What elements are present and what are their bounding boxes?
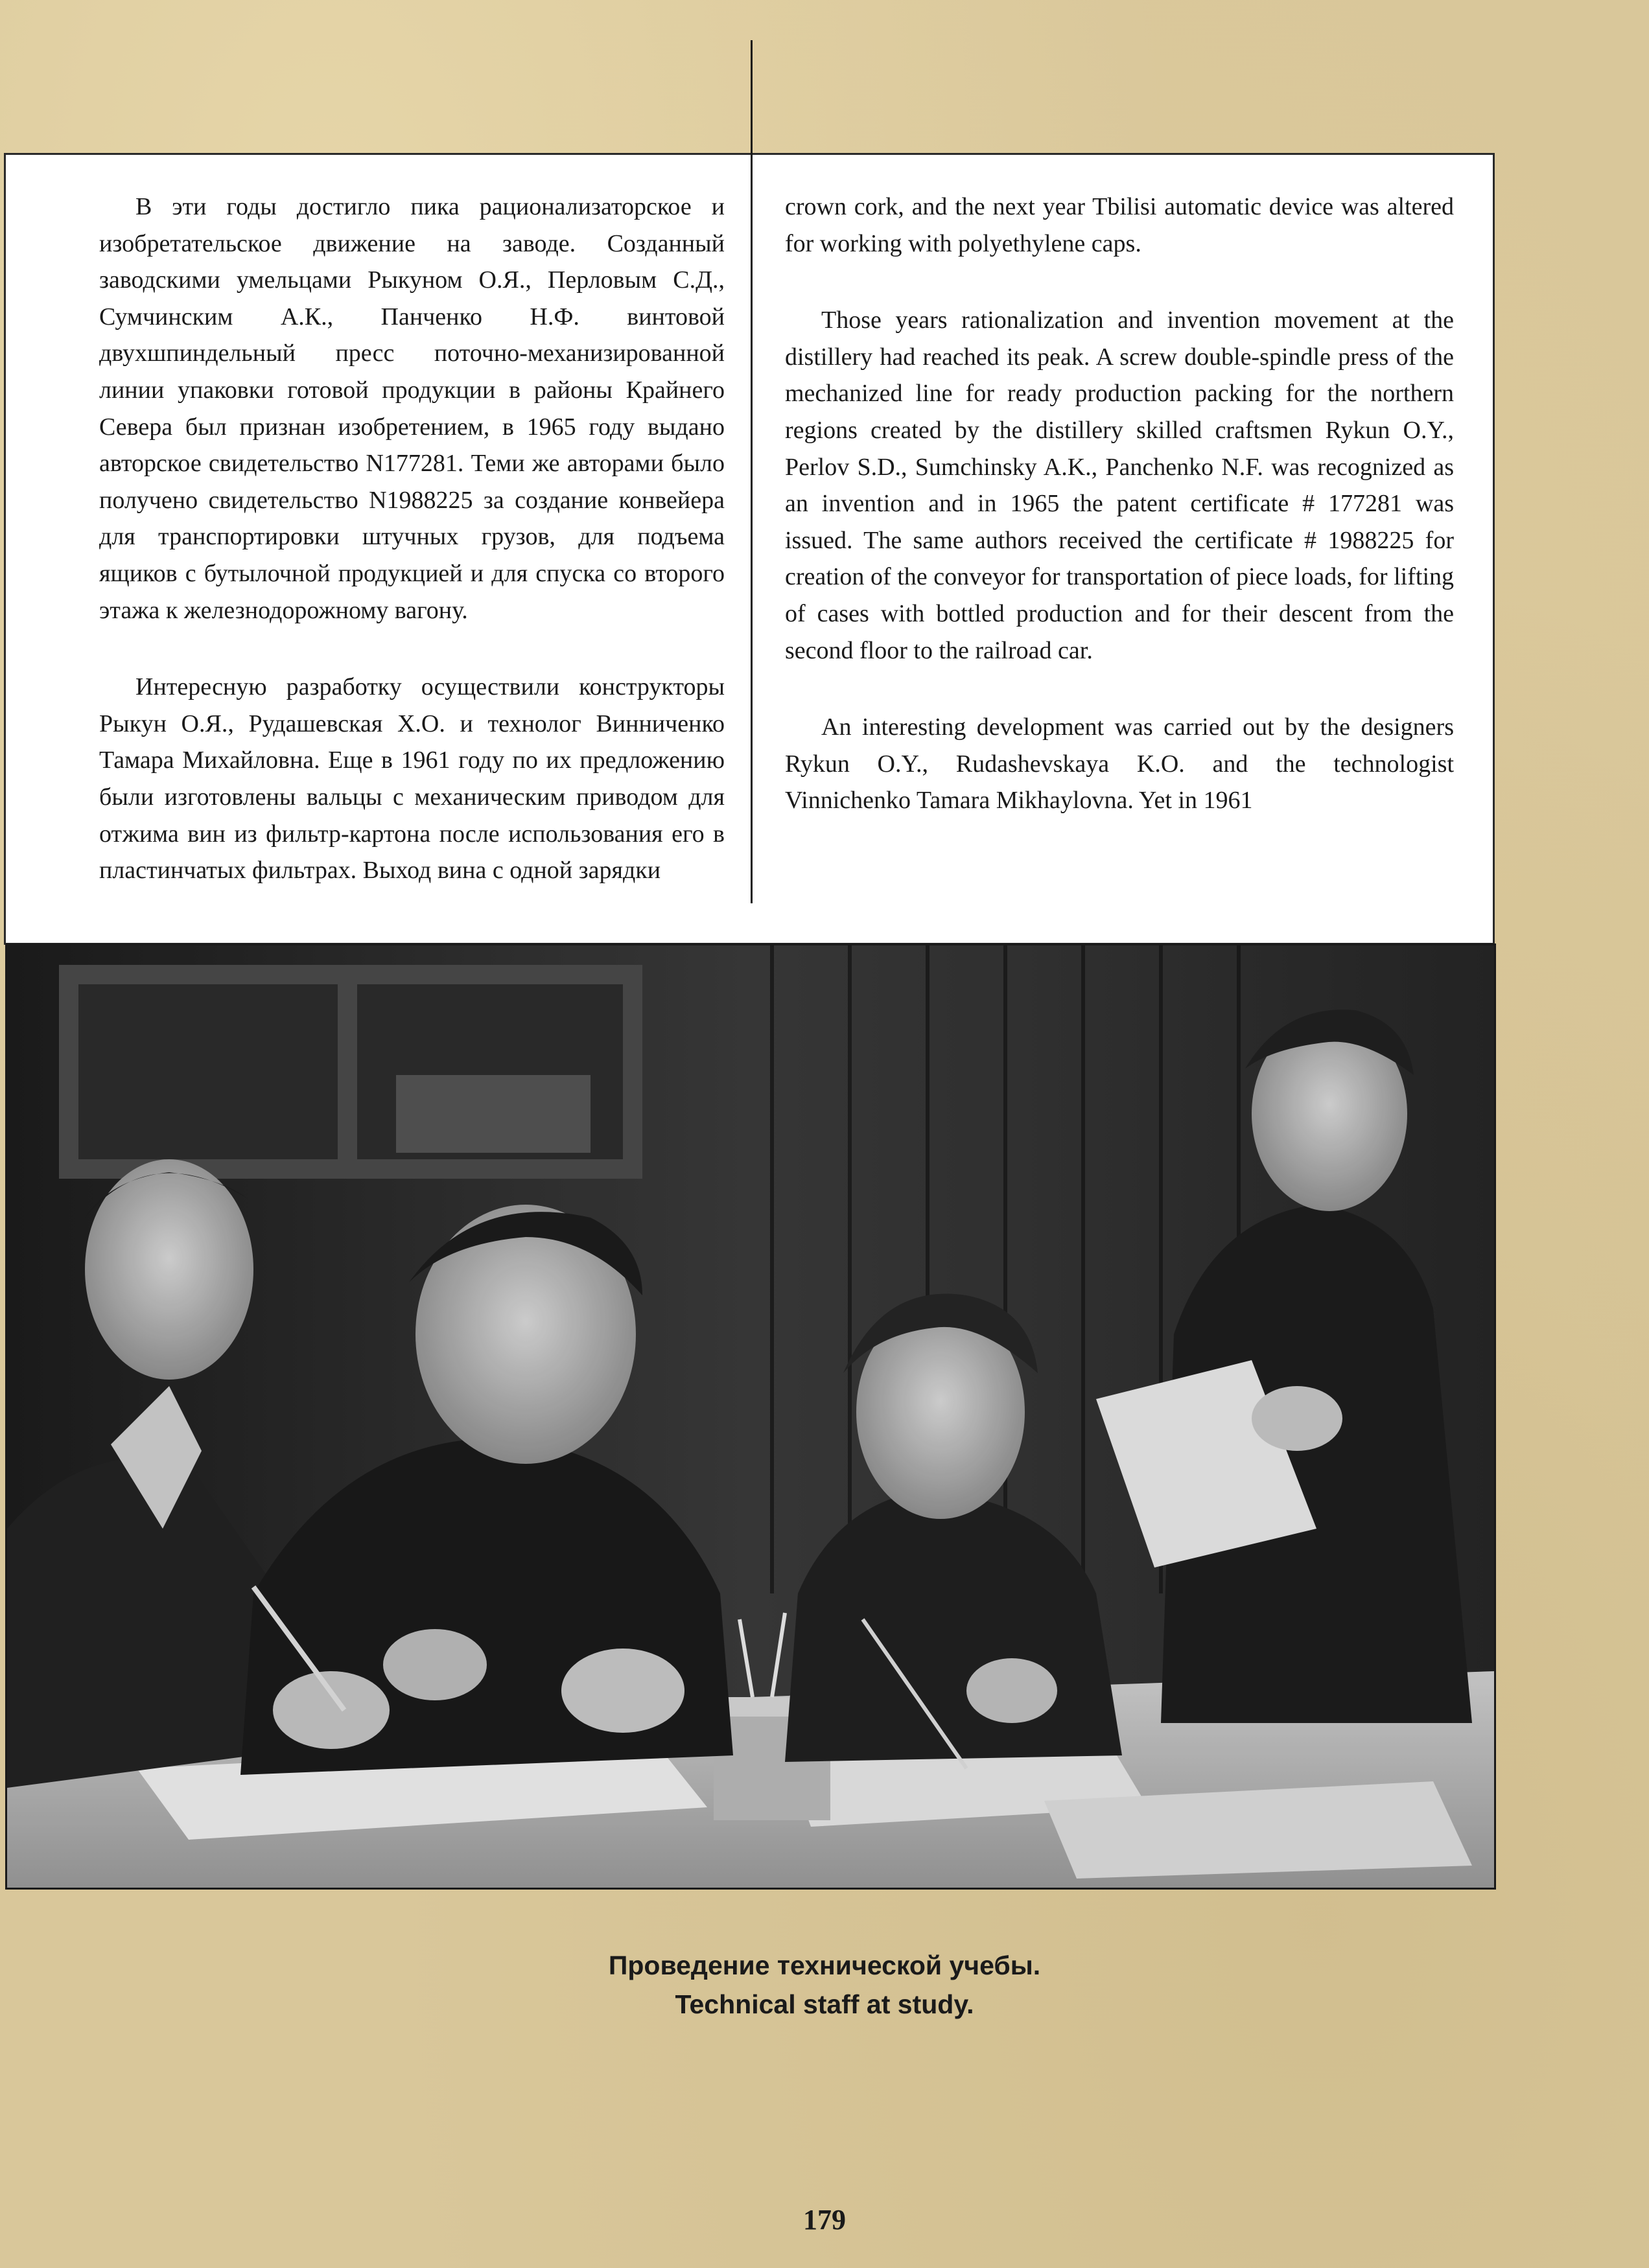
english-paragraph-1: Those years rationalization and invention movement at the distillery had reached its peak. A screw double-spindle press of the mechanized line for ready production packing for the northern regions created by the distillery skilled craftsmen Rykun O.Y., Perlov S.D., Sumchinsky A.K., Panchenko N.F. was recognized as an invention and in 1965 the patent certificate # 177281 was issued. The same authors received the certificate # 1988225 for creation of the conveyor for transportation of piece loads, for lifting of cases with bottled production and for their descent from the second floor to the railroad car. (785, 307, 1454, 664)
russian-paragraph-2: Интересную разработку осуществили конструкторы Рыкун О.Я., Рудашевская Х.О. и технолог Винниченко Тамара Михайловна. Еще в 1961 году по их предложению были изготовлены вальцы с механическим приводом для отжима вин из фильтр-картона после использования его в пластинчатых фильтрах. Выход вина с одной зарядки (99, 673, 725, 885)
photo-technical-study-icon (7, 945, 1494, 1888)
photo-caption-russian: Проведение технической учебы. (608, 1950, 1041, 1980)
english-continuation-paragraph: crown cork, and the next year Tbilisi automatic device was altered for working with polyethylene caps. (785, 193, 1454, 257)
column-divider (751, 40, 753, 903)
english-text-column (785, 189, 1454, 940)
russian-paragraph-1: В эти годы достигло пика рационализаторское и изобретательское движение на заводе. Созданный заводскими умельцами Рыкуном О.Я., Перловым С.Д., Сумчинским А.К., Панченко Н.Ф. винтовой двухшпиндельный пресс поточно-механизированной линии упаковки готовой продукции в районы Крайнего Севера был признан изобретением, в 1965 году выдано авторское свидетельство N177281. Теми же авторами было получено свидетельство N1988225 за создание конвейера для транспортировки штучных грузов, для подъема ящиков с бутылочной продукцией и для спуска со второго этажа к железнодорожному вагону. (99, 193, 725, 624)
archival-photo (5, 943, 1496, 1890)
russian-text-column (99, 189, 725, 940)
photo-caption-english: Technical staff at study. (675, 1989, 974, 2019)
page-number: 179 (803, 2204, 846, 2236)
english-paragraph-2: An interesting development was carried out by the designers Rykun O.Y., Rudashevskaya K.O. and the technologist Vinnichenko Tamara Mikhaylovna. Yet in 1961 (785, 713, 1454, 815)
text-panel (4, 153, 1495, 945)
